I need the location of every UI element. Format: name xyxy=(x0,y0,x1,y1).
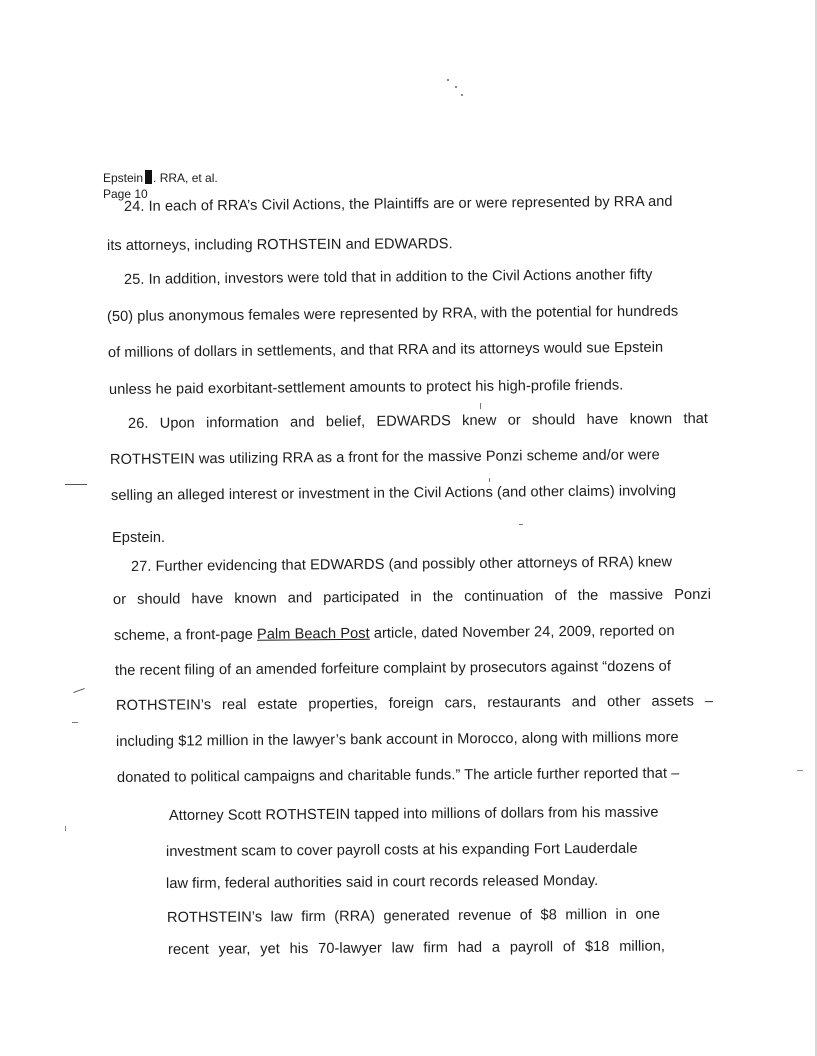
quote-line-5: recent year, yet his 70-lawyer law firm had a payroll of $18 million, xyxy=(167,938,666,958)
quote-line-3: law firm, federal authorities said in court records released Monday. xyxy=(165,872,599,892)
para-27-line-5: ROTHSTEIN’s real estate properties, foreign cars, restaurants and other assets – xyxy=(115,693,714,714)
para-27-line-4: the recent filing of an amended forfeiture complaint by prosecutors against “dozens of xyxy=(114,658,671,679)
case-caption xyxy=(103,170,218,202)
para-27-line-3 xyxy=(114,623,675,644)
para-25-line-1: 25. In addition, investors were told that in addition to the Civil Actions another fifty xyxy=(123,266,653,288)
para-24-line-2: its attorneys, including ROTHSTEIN and EDWARDS. xyxy=(106,236,453,254)
scan-mark xyxy=(480,403,481,409)
para-27-line-3-end: article, dated November 24, 2009, reported on xyxy=(369,623,675,642)
para-25-line-3: of millions of dollars in settlements, and that RRA and its attorneys would sue Epstein xyxy=(107,339,664,361)
scan-mark xyxy=(489,478,490,482)
scan-mark xyxy=(72,722,78,723)
para-27-line-1: 27. Further evidencing that EDWARDS (and possibly other attorneys of RRA) knew xyxy=(130,554,673,575)
para-25-line-2: (50) plus anonymous females were represented by RRA, with the potential for hundreds xyxy=(106,303,679,325)
scan-mark xyxy=(73,688,85,693)
para-27-line-7: donated to political campaigns and charitable funds.” The article further reported that – xyxy=(116,765,680,786)
quote-line-2: investment scam to cover payroll costs at his expanding Fort Lauderdale xyxy=(165,840,638,860)
para-26-line-3: selling an alleged interest or investment in the Civil Actions (and other claims) involving xyxy=(110,483,677,504)
scan-mark xyxy=(519,524,523,525)
scan-speck xyxy=(447,79,449,81)
scan-mark xyxy=(797,770,803,771)
page-number: Page 10 xyxy=(103,187,148,201)
para-26-line-4: Epstein. xyxy=(112,530,166,546)
caption-left: Epstein xyxy=(103,171,144,185)
para-27-line-3-start: scheme, a front-page xyxy=(113,626,258,644)
para-24-line-1: 24. In each of RRA’s Civil Actions, the Plaintiffs are or were represented by RRA and xyxy=(123,193,673,215)
para-26-line-2: ROTHSTEIN was utilizing RRA as a front for the massive Ponzi scheme and/or were xyxy=(109,447,660,468)
redaction-box xyxy=(145,170,152,184)
para-26-line-1: 26. Upon information and belief, EDWARDS knew or should have known that xyxy=(127,410,709,432)
scan-mark xyxy=(65,484,87,485)
quote-line-1: Attorney Scott ROTHSTEIN tapped into millions of dollars from his massive xyxy=(168,804,659,824)
scan-speck xyxy=(461,94,463,96)
para-27-line-2: or should have known and participated in the continuation of the massive Ponzi xyxy=(112,586,712,608)
para-25-line-4: unless he paid exorbitant-settlement amounts to protect his high-profile friends. xyxy=(108,377,624,398)
scan-mark xyxy=(65,826,66,831)
scan-speck xyxy=(455,86,457,88)
para-27-line-6: including $12 million in the lawyer’s bank account in Morocco, along with millions more xyxy=(115,729,679,750)
newspaper-title: Palm Beach Post xyxy=(256,625,370,643)
quote-line-4: ROTHSTEIN’s law firm (RRA) generated revenue of $8 million in one xyxy=(166,906,661,926)
caption-right: . RRA, et al. xyxy=(153,171,218,185)
caption-line xyxy=(103,170,218,186)
